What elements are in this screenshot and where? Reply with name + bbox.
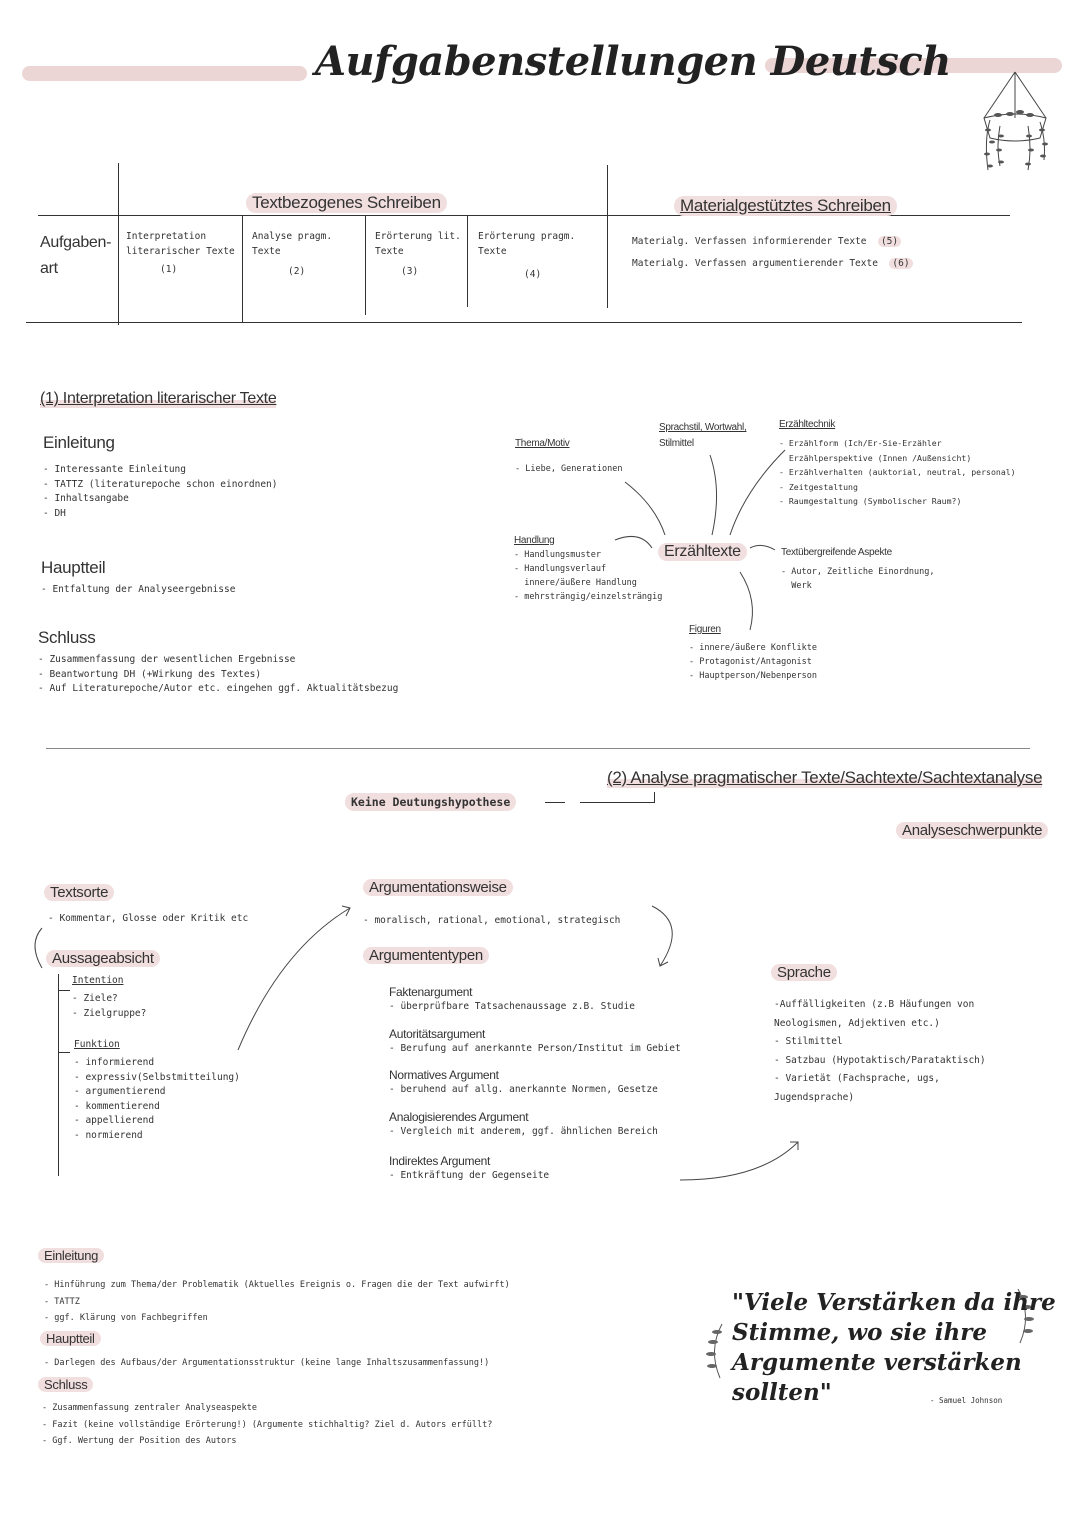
s3-schluss-list: - Zusammenfassung zentraler Analyseaspekte - Fazit (keine vollständige Erörterung!) (Argumente stichhaltig? Ziel d. Autors erfüllt? - Ggf. Wertung der Position des Autors (42, 1403, 493, 1446)
s1-hauptteil-list: - Entfaltung der Analyseergebnisse (41, 584, 236, 595)
s3-hauptteil-list: - Darlegen des Aufbaus/der Argumentationsstruktur (keine lange Inhaltszusammenfassung!) (44, 1358, 490, 1368)
s1-schluss-heading: Schluss (38, 628, 96, 647)
col-interpretation: Interpretation literarischer Texte (1) (126, 231, 235, 275)
s3-einleitung-heading: Einleitung (38, 1248, 104, 1263)
mm-textueber-list: - Autor, Zeitliche Einordnung, Werk (781, 567, 935, 591)
s1-einleitung-list: - Interessante Einleitung - TATTZ (literaturepoche schon einordnen) - Inhaltsangabe - DH (43, 464, 278, 519)
textsorte-list: - Kommentar, Glosse oder Kritik etc (48, 913, 249, 924)
sprache-list: -Auffälligkeiten (z.B Häufungen von Neologismen, Adjektiven etc.) - Stilmittel - Satzbau (Hypotaktisch/Parataktisch) - Varietät (Fachsprache, ugs, Jugendsprache) (774, 999, 986, 1103)
funktion-list: - informierend - expressiv(Selbstmitteilung) - argumentierend - kommentierend - appellierend - normierend (74, 1057, 240, 1141)
mm-textueber-heading: Textübergreifende Aspekte (781, 547, 892, 558)
mm-erzaehltechnik-list: - Erzählform (Ich/Er-Sie-Erzähler Erzählperspektive (Innen /Außensicht) - Erzählverhalten (auktorial, neutral, personal) - Zeitgestaltung - Raumgestaltung (Symbolischer Raum?) (779, 438, 1016, 506)
argweise-list: - moralisch, rational, emotional, strategisch (363, 915, 621, 926)
mm-thema-heading: Thema/Motiv (515, 438, 570, 449)
hanging-plant-icon (970, 70, 1060, 180)
col-eroerterung-pragm: Erörterung pragm. Texte (4) (478, 231, 576, 280)
col-eroerterung-lit: Erörterung lit. Texte (3) (375, 231, 461, 277)
mm-thema-list: - Liebe, Generationen (515, 464, 623, 474)
argtypen-list: Faktenargument - überprüfbare Tatsachenaussage z.B. Studie Autoritätsargument - Berufung auf anerkannte Person/Institut im Gebiet Normatives Argument - beruhend auf allg. anerkannte Normen, Gesetze Analogisierendes Argument - Vergleich mit anderem, ggf. ähnlichen Bereich Indirektes Argument - Entkräftung der Gegenseite (389, 985, 681, 1181)
group-materialgestuetzt: Materialgestütztes Schreiben (674, 196, 897, 216)
argweise-heading: Argumentationsweise (363, 879, 513, 896)
analyseschwerpunkte-label: Analyseschwerpunkte (896, 822, 1048, 839)
section-divider (46, 748, 1030, 749)
title-bar-left (22, 66, 307, 81)
argtypen-heading: Argumententypen (363, 947, 489, 964)
s1-schluss-list: - Zusammenfassung der wesentlichen Ergebnisse - Beantwortung DH (+Wirkung des Textes) - Auf Literaturepoche/Autor etc. eingehen ggf. Aktualitätsbezug (38, 654, 399, 694)
aussageabsicht-heading: Aussageabsicht (46, 950, 160, 967)
textsorte-heading: Textsorte (44, 884, 114, 901)
group-textbezogen: Textbezogenes Schreiben (246, 193, 447, 213)
funktion-heading: Funktion (74, 1039, 120, 1050)
connector-line-2 (580, 802, 654, 803)
intention-heading: Intention (72, 975, 124, 986)
section2-heading: (2) Analyse pragmatischer Texte/Sachtexte/Sachtextanalyse (607, 768, 1043, 787)
quote-author: - Samuel Johnson (930, 1396, 1003, 1405)
page-title: Aufgabenstellungen Deutsch (315, 38, 951, 85)
row-label: Aufgaben- art (40, 234, 112, 277)
s3-einleitung-list: - Hinführung zum Thema/der Problematik (Aktuelles Ereignis o. Fragen die der Text aufwirft) - TATTZ - ggf. Klärung von Fachbegriffen (44, 1280, 510, 1323)
s3-hauptteil-heading: Hauptteil (40, 1331, 101, 1346)
col-materialgestuetzt: Materialg. Verfassen informierender Texte (5) Materialg. Verfassen argumentierender Texte (6) (632, 231, 913, 275)
mm-figuren-heading: Figuren (689, 624, 721, 635)
mm-figuren-list: - innere/äußere Konflikte - Protagonist/Antagonist - Hauptperson/Nebenperson (689, 643, 817, 681)
quote-text: "Viele Verstärken da ihre Stimme, wo sie ihre Argumente verstärken sollten" (732, 1289, 1056, 1406)
laurel-icon (700, 1320, 730, 1380)
mm-sprache-heading: Sprachstil, Wortwahl, Stilmittel (659, 422, 747, 449)
connector-line (545, 802, 565, 803)
section1-heading: (1) Interpretation literarischer Texte (40, 390, 277, 407)
col-analyse: Analyse pragm. Texte (2) (252, 231, 333, 277)
intention-list: - Ziele? - Zielgruppe? (72, 993, 147, 1019)
sprache-heading: Sprache (771, 964, 837, 981)
mm-handlung-heading: Handlung (514, 535, 555, 546)
mm-handlung-list: - Handlungsmuster - Handlungsverlauf innere/äußere Handlung - mehrsträngig/einzelsträngig (514, 550, 663, 602)
mindmap-center: Erzähltexte (658, 543, 747, 561)
keine-dh-label: Keine Deutungshypothese (345, 793, 516, 811)
s1-einleitung-heading: Einleitung (43, 433, 115, 452)
connector-tick (654, 792, 655, 803)
s3-schluss-heading: Schluss (38, 1377, 93, 1392)
s1-hauptteil-heading: Hauptteil (41, 558, 106, 577)
mm-erzaehltechnik-heading: Erzähltechnik (779, 419, 836, 430)
